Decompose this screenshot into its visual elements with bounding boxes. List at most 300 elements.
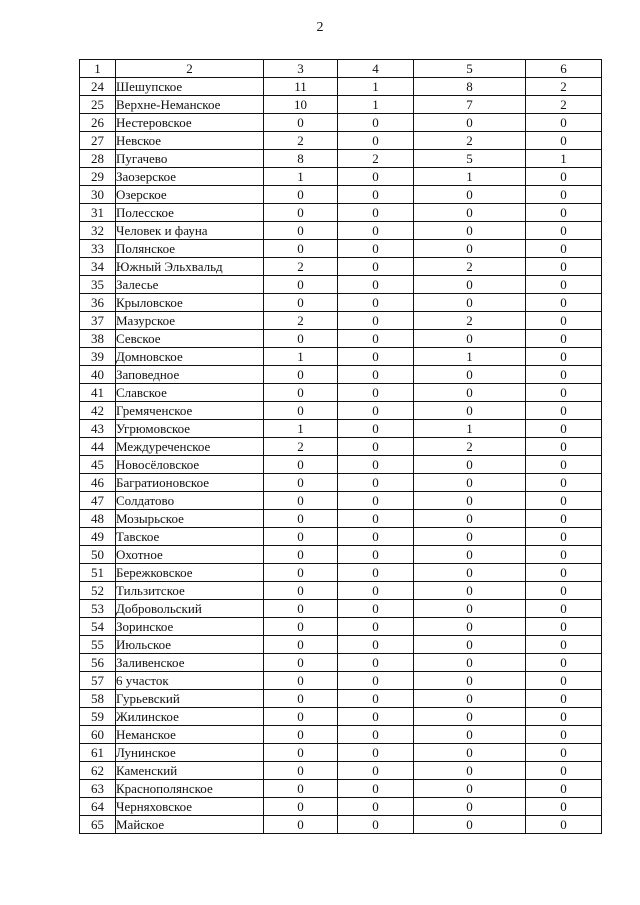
value-col6-cell: 0 [526, 186, 602, 204]
value-col6-cell: 0 [526, 240, 602, 258]
site-name-cell: Майское [116, 816, 264, 834]
row-number-cell: 54 [80, 618, 116, 636]
table-row [80, 654, 602, 672]
value-col5-cell: 2 [414, 438, 526, 456]
row-number-cell: 56 [80, 654, 116, 672]
header-cell-5: 5 [414, 60, 526, 78]
value-col3-cell: 0 [264, 744, 338, 762]
value-col3-cell: 0 [264, 456, 338, 474]
value-col6-cell: 0 [526, 474, 602, 492]
site-name-cell: Славское [116, 384, 264, 402]
value-col3-cell: 2 [264, 132, 338, 150]
table-row [80, 744, 602, 762]
value-col6-cell: 0 [526, 546, 602, 564]
value-col4-cell: 0 [338, 492, 414, 510]
site-name-cell: Охотное [116, 546, 264, 564]
value-col3-cell: 0 [264, 816, 338, 834]
value-col6-cell: 0 [526, 798, 602, 816]
value-col4-cell: 0 [338, 618, 414, 636]
value-col4-cell: 0 [338, 690, 414, 708]
table-row [80, 420, 602, 438]
site-name-cell: Невское [116, 132, 264, 150]
value-col6-cell: 0 [526, 168, 602, 186]
value-col4-cell: 0 [338, 402, 414, 420]
value-col6-cell: 0 [526, 618, 602, 636]
header-cell-6: 6 [526, 60, 602, 78]
value-col4-cell: 0 [338, 564, 414, 582]
value-col6-cell: 0 [526, 258, 602, 276]
row-number-cell: 59 [80, 708, 116, 726]
page-number: 2 [316, 20, 324, 35]
value-col3-cell: 1 [264, 168, 338, 186]
site-name-cell: Заозерское [116, 168, 264, 186]
row-number-cell: 34 [80, 258, 116, 276]
row-number-cell: 55 [80, 636, 116, 654]
value-col3-cell: 0 [264, 528, 338, 546]
row-number-cell: 62 [80, 762, 116, 780]
site-name-cell: Солдатово [116, 492, 264, 510]
value-col6-cell: 0 [526, 222, 602, 240]
value-col3-cell: 0 [264, 186, 338, 204]
row-number-cell: 44 [80, 438, 116, 456]
value-col4-cell: 0 [338, 330, 414, 348]
value-col5-cell: 0 [414, 564, 526, 582]
table-row [80, 708, 602, 726]
value-col4-cell: 0 [338, 600, 414, 618]
value-col6-cell: 0 [526, 744, 602, 762]
header-cell-4: 4 [338, 60, 414, 78]
value-col6-cell: 0 [526, 132, 602, 150]
value-col5-cell: 0 [414, 222, 526, 240]
site-name-cell: Севское [116, 330, 264, 348]
value-col6-cell: 0 [526, 762, 602, 780]
table-row [80, 312, 602, 330]
row-number-cell: 24 [80, 78, 116, 96]
table-row [80, 510, 602, 528]
value-col5-cell: 8 [414, 78, 526, 96]
value-col5-cell: 0 [414, 474, 526, 492]
value-col6-cell: 0 [526, 582, 602, 600]
site-name-cell: Краснополянское [116, 780, 264, 798]
value-col4-cell: 0 [338, 132, 414, 150]
value-col6-cell: 0 [526, 114, 602, 132]
site-name-cell: Южный Эльхвальд [116, 258, 264, 276]
value-col5-cell: 0 [414, 492, 526, 510]
site-name-cell: Багратионовское [116, 474, 264, 492]
site-name-cell: Человек и фауна [116, 222, 264, 240]
site-name-cell: Июльское [116, 636, 264, 654]
value-col6-cell: 0 [526, 510, 602, 528]
table-row [80, 438, 602, 456]
value-col4-cell: 2 [338, 150, 414, 168]
site-name-cell: Каменский [116, 762, 264, 780]
value-col4-cell: 0 [338, 312, 414, 330]
row-number-cell: 31 [80, 204, 116, 222]
value-col3-cell: 0 [264, 618, 338, 636]
value-col6-cell: 0 [526, 438, 602, 456]
value-col5-cell: 0 [414, 744, 526, 762]
value-col5-cell: 0 [414, 816, 526, 834]
value-col4-cell: 0 [338, 240, 414, 258]
table-row [80, 636, 602, 654]
value-col5-cell: 0 [414, 402, 526, 420]
site-name-cell: Полянское [116, 240, 264, 258]
row-number-cell: 29 [80, 168, 116, 186]
row-number-cell: 46 [80, 474, 116, 492]
value-col4-cell: 0 [338, 384, 414, 402]
table-row [80, 366, 602, 384]
value-col4-cell: 0 [338, 294, 414, 312]
value-col3-cell: 0 [264, 510, 338, 528]
value-col4-cell: 0 [338, 582, 414, 600]
value-col6-cell: 0 [526, 402, 602, 420]
site-name-cell: Озерское [116, 186, 264, 204]
value-col4-cell: 0 [338, 510, 414, 528]
value-col3-cell: 0 [264, 474, 338, 492]
value-col3-cell: 11 [264, 78, 338, 96]
row-number-cell: 64 [80, 798, 116, 816]
row-number-cell: 38 [80, 330, 116, 348]
value-col5-cell: 0 [414, 798, 526, 816]
value-col5-cell: 0 [414, 708, 526, 726]
value-col5-cell: 0 [414, 204, 526, 222]
table-row [80, 600, 602, 618]
value-col3-cell: 0 [264, 366, 338, 384]
value-col6-cell: 0 [526, 366, 602, 384]
value-col5-cell: 0 [414, 240, 526, 258]
value-col3-cell: 0 [264, 600, 338, 618]
value-col5-cell: 0 [414, 654, 526, 672]
value-col3-cell: 0 [264, 636, 338, 654]
value-col3-cell: 0 [264, 708, 338, 726]
value-col5-cell: 2 [414, 312, 526, 330]
value-col5-cell: 0 [414, 546, 526, 564]
value-col5-cell: 0 [414, 294, 526, 312]
site-name-cell: Черняховское [116, 798, 264, 816]
header-cell-3: 3 [264, 60, 338, 78]
site-name-cell: 6 участок [116, 672, 264, 690]
table-row [80, 240, 602, 258]
value-col6-cell: 1 [526, 150, 602, 168]
value-col6-cell: 0 [526, 600, 602, 618]
table-row [80, 672, 602, 690]
value-col4-cell: 0 [338, 798, 414, 816]
value-col4-cell: 0 [338, 438, 414, 456]
value-col4-cell: 0 [338, 636, 414, 654]
value-col5-cell: 0 [414, 618, 526, 636]
row-number-cell: 48 [80, 510, 116, 528]
row-number-cell: 33 [80, 240, 116, 258]
value-col5-cell: 2 [414, 132, 526, 150]
value-col6-cell: 0 [526, 528, 602, 546]
value-col4-cell: 1 [338, 78, 414, 96]
value-col4-cell: 0 [338, 780, 414, 798]
value-col3-cell: 0 [264, 114, 338, 132]
table-row [80, 150, 602, 168]
value-col5-cell: 5 [414, 150, 526, 168]
value-col4-cell: 0 [338, 186, 414, 204]
header-cell-1: 1 [80, 60, 116, 78]
site-name-cell: Новосёловское [116, 456, 264, 474]
value-col5-cell: 0 [414, 456, 526, 474]
value-col6-cell: 0 [526, 420, 602, 438]
table-row [80, 690, 602, 708]
value-col5-cell: 1 [414, 420, 526, 438]
row-number-cell: 32 [80, 222, 116, 240]
value-col4-cell: 0 [338, 654, 414, 672]
table-row [80, 618, 602, 636]
table-row [80, 564, 602, 582]
value-col4-cell: 0 [338, 546, 414, 564]
value-col5-cell: 0 [414, 384, 526, 402]
value-col5-cell: 0 [414, 330, 526, 348]
table-row [80, 258, 602, 276]
row-number-cell: 61 [80, 744, 116, 762]
row-number-cell: 40 [80, 366, 116, 384]
value-col3-cell: 0 [264, 204, 338, 222]
value-col5-cell: 0 [414, 600, 526, 618]
row-number-cell: 45 [80, 456, 116, 474]
value-col3-cell: 0 [264, 402, 338, 420]
value-col4-cell: 0 [338, 222, 414, 240]
value-col3-cell: 2 [264, 438, 338, 456]
table-row [80, 780, 602, 798]
value-col5-cell: 7 [414, 96, 526, 114]
value-col3-cell: 0 [264, 726, 338, 744]
site-name-cell: Залесье [116, 276, 264, 294]
row-number-cell: 65 [80, 816, 116, 834]
row-number-cell: 47 [80, 492, 116, 510]
table-row [80, 582, 602, 600]
table-row [80, 276, 602, 294]
value-col5-cell: 0 [414, 726, 526, 744]
value-col3-cell: 2 [264, 258, 338, 276]
value-col4-cell: 0 [338, 528, 414, 546]
value-col6-cell: 0 [526, 330, 602, 348]
row-number-cell: 35 [80, 276, 116, 294]
value-col3-cell: 8 [264, 150, 338, 168]
value-col4-cell: 0 [338, 744, 414, 762]
value-col4-cell: 0 [338, 168, 414, 186]
site-name-cell: Мозырьское [116, 510, 264, 528]
row-number-cell: 25 [80, 96, 116, 114]
table-row [80, 474, 602, 492]
value-col6-cell: 0 [526, 780, 602, 798]
value-col4-cell: 1 [338, 96, 414, 114]
row-number-cell: 37 [80, 312, 116, 330]
value-col3-cell: 0 [264, 798, 338, 816]
value-col5-cell: 0 [414, 582, 526, 600]
header-row [80, 60, 602, 78]
value-col3-cell: 10 [264, 96, 338, 114]
site-name-cell: Лунинское [116, 744, 264, 762]
table-row [80, 492, 602, 510]
row-number-cell: 51 [80, 564, 116, 582]
row-number-cell: 53 [80, 600, 116, 618]
site-name-cell: Верхне-Неманское [116, 96, 264, 114]
value-col4-cell: 0 [338, 276, 414, 294]
site-name-cell: Пугачево [116, 150, 264, 168]
table-row [80, 816, 602, 834]
value-col4-cell: 0 [338, 456, 414, 474]
row-number-cell: 49 [80, 528, 116, 546]
value-col3-cell: 0 [264, 780, 338, 798]
value-col5-cell: 0 [414, 690, 526, 708]
value-col3-cell: 0 [264, 690, 338, 708]
table-row [80, 384, 602, 402]
table-row [80, 402, 602, 420]
table-row [80, 528, 602, 546]
data-table [79, 59, 602, 834]
row-number-cell: 52 [80, 582, 116, 600]
row-number-cell: 63 [80, 780, 116, 798]
value-col5-cell: 0 [414, 510, 526, 528]
value-col5-cell: 0 [414, 636, 526, 654]
value-col5-cell: 0 [414, 762, 526, 780]
table-row [80, 330, 602, 348]
value-col3-cell: 0 [264, 492, 338, 510]
value-col5-cell: 0 [414, 276, 526, 294]
table-row [80, 222, 602, 240]
value-col6-cell: 0 [526, 456, 602, 474]
table-row [80, 186, 602, 204]
table-row [80, 78, 602, 96]
value-col4-cell: 0 [338, 762, 414, 780]
site-name-cell: Жилинское [116, 708, 264, 726]
site-name-cell: Мазурское [116, 312, 264, 330]
value-col3-cell: 0 [264, 330, 338, 348]
table-row [80, 168, 602, 186]
value-col3-cell: 0 [264, 564, 338, 582]
value-col6-cell: 0 [526, 654, 602, 672]
value-col3-cell: 0 [264, 654, 338, 672]
table-body [80, 60, 602, 834]
site-name-cell: Междуреченское [116, 438, 264, 456]
row-number-cell: 39 [80, 348, 116, 366]
table-row [80, 96, 602, 114]
value-col6-cell: 0 [526, 636, 602, 654]
value-col6-cell: 0 [526, 726, 602, 744]
row-number-cell: 26 [80, 114, 116, 132]
value-col4-cell: 0 [338, 114, 414, 132]
value-col4-cell: 0 [338, 708, 414, 726]
value-col6-cell: 0 [526, 690, 602, 708]
site-name-cell: Нестеровское [116, 114, 264, 132]
value-col5-cell: 0 [414, 366, 526, 384]
value-col6-cell: 0 [526, 384, 602, 402]
site-name-cell: Тавское [116, 528, 264, 546]
site-name-cell: Угрюмовское [116, 420, 264, 438]
row-number-cell: 27 [80, 132, 116, 150]
value-col3-cell: 0 [264, 384, 338, 402]
site-name-cell: Гремяченское [116, 402, 264, 420]
site-name-cell: Крыловское [116, 294, 264, 312]
site-name-cell: Неманское [116, 726, 264, 744]
value-col3-cell: 2 [264, 312, 338, 330]
table-row [80, 204, 602, 222]
value-col3-cell: 0 [264, 582, 338, 600]
table-row [80, 798, 602, 816]
row-number-cell: 60 [80, 726, 116, 744]
table-row [80, 114, 602, 132]
value-col3-cell: 0 [264, 672, 338, 690]
site-name-cell: Добровольский [116, 600, 264, 618]
value-col3-cell: 0 [264, 240, 338, 258]
value-col3-cell: 0 [264, 222, 338, 240]
site-name-cell: Шешупское [116, 78, 264, 96]
value-col4-cell: 0 [338, 672, 414, 690]
value-col6-cell: 0 [526, 204, 602, 222]
value-col5-cell: 2 [414, 258, 526, 276]
site-name-cell: Заливенское [116, 654, 264, 672]
site-name-cell: Зоринское [116, 618, 264, 636]
value-col5-cell: 0 [414, 186, 526, 204]
row-number-cell: 30 [80, 186, 116, 204]
value-col6-cell: 0 [526, 816, 602, 834]
table-row [80, 762, 602, 780]
table-row [80, 348, 602, 366]
table-row [80, 456, 602, 474]
value-col5-cell: 0 [414, 114, 526, 132]
row-number-cell: 43 [80, 420, 116, 438]
value-col3-cell: 0 [264, 276, 338, 294]
site-name-cell: Гурьевский [116, 690, 264, 708]
site-name-cell: Заповедное [116, 366, 264, 384]
value-col5-cell: 0 [414, 528, 526, 546]
value-col6-cell: 0 [526, 492, 602, 510]
value-col3-cell: 0 [264, 762, 338, 780]
value-col4-cell: 0 [338, 420, 414, 438]
value-col4-cell: 0 [338, 726, 414, 744]
value-col6-cell: 2 [526, 78, 602, 96]
row-number-cell: 42 [80, 402, 116, 420]
row-number-cell: 28 [80, 150, 116, 168]
value-col6-cell: 2 [526, 96, 602, 114]
row-number-cell: 36 [80, 294, 116, 312]
table-row [80, 132, 602, 150]
header-cell-2: 2 [116, 60, 264, 78]
table-row [80, 294, 602, 312]
table-row [80, 726, 602, 744]
value-col3-cell: 1 [264, 420, 338, 438]
value-col6-cell: 0 [526, 348, 602, 366]
table-row [80, 546, 602, 564]
value-col6-cell: 0 [526, 672, 602, 690]
value-col4-cell: 0 [338, 816, 414, 834]
row-number-cell: 58 [80, 690, 116, 708]
value-col6-cell: 0 [526, 312, 602, 330]
value-col5-cell: 0 [414, 780, 526, 798]
row-number-cell: 50 [80, 546, 116, 564]
value-col5-cell: 0 [414, 672, 526, 690]
site-name-cell: Тильзитское [116, 582, 264, 600]
value-col5-cell: 1 [414, 348, 526, 366]
site-name-cell: Полесское [116, 204, 264, 222]
value-col4-cell: 0 [338, 366, 414, 384]
value-col6-cell: 0 [526, 708, 602, 726]
value-col4-cell: 0 [338, 348, 414, 366]
site-name-cell: Бережковское [116, 564, 264, 582]
row-number-cell: 41 [80, 384, 116, 402]
value-col3-cell: 0 [264, 546, 338, 564]
value-col5-cell: 1 [414, 168, 526, 186]
value-col6-cell: 0 [526, 294, 602, 312]
value-col6-cell: 0 [526, 564, 602, 582]
value-col4-cell: 0 [338, 474, 414, 492]
value-col4-cell: 0 [338, 258, 414, 276]
value-col4-cell: 0 [338, 204, 414, 222]
value-col3-cell: 1 [264, 348, 338, 366]
